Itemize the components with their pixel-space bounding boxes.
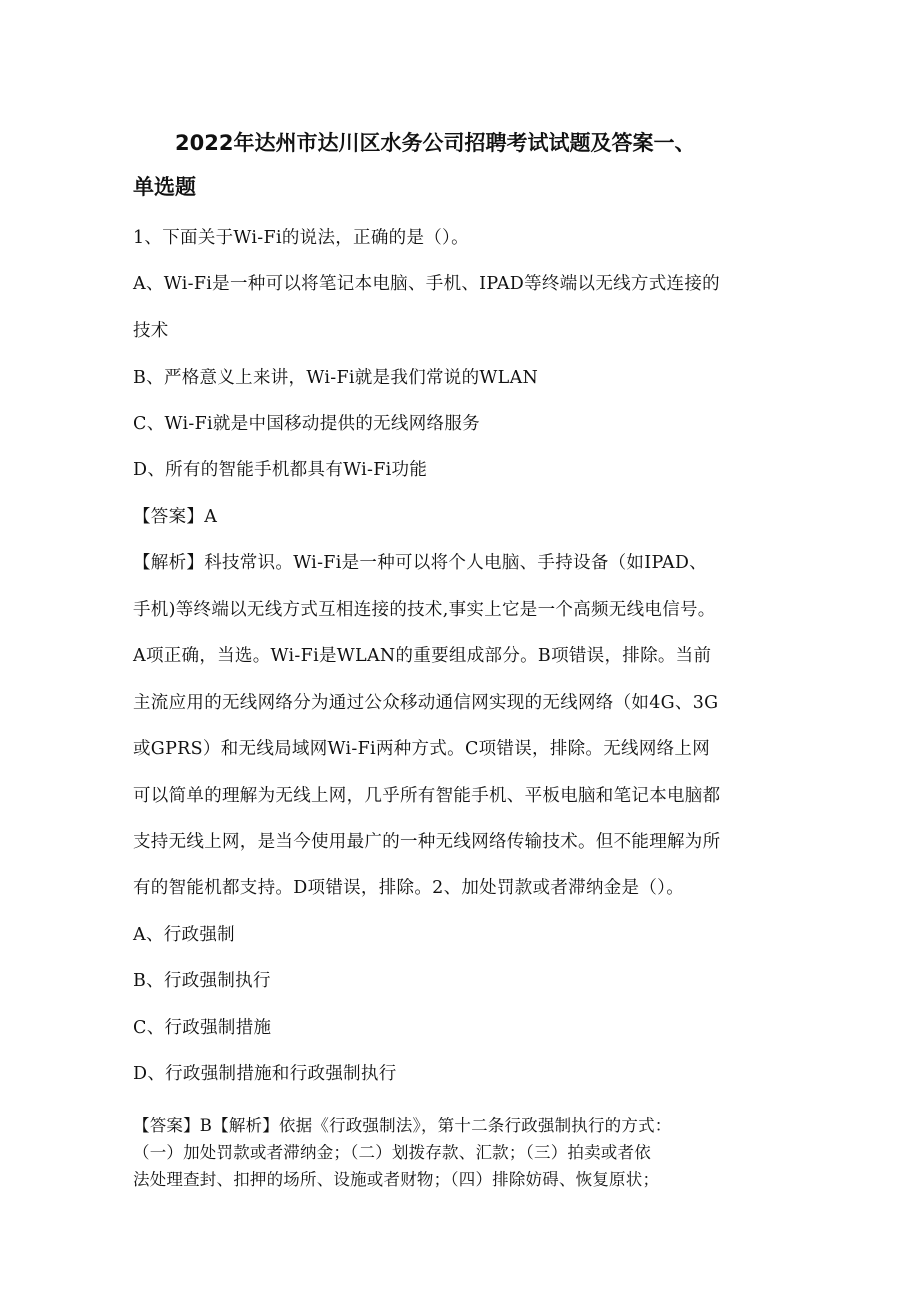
answer-2-explanation-line: （一）加处罚款或者滞纳金；（二）划拨存款、汇款；（三）拍卖或者依 <box>133 1143 651 1162</box>
answer-2-explanation-line: 【答案】B【解析】依据《行政强制法》，第十二条行政强制执行的方式： <box>133 1116 672 1135</box>
option-a-text: A、行政强制 <box>133 925 235 945</box>
explanation-1-line: 手机)等终端以无线方式互相连接的技术,事实上它是一个高频无线电信号。 <box>133 600 716 620</box>
explanation-1-line: 或GPRS）和无线局域网Wi-Fi两种方式。C项错误，排除。无线网络上网 <box>133 739 711 759</box>
option-b-text: B、严格意义上来讲，Wi-Fi就是我们常说的WLAN <box>133 368 539 388</box>
option-a-text-continued: 技术 <box>133 321 169 341</box>
option-c-text: C、Wi-Fi就是中国移动提供的无线网络服务 <box>133 414 480 434</box>
explanation-1-line: 【解析】科技常识。Wi-Fi是一种可以将个人电脑、手持设备（如IPAD、 <box>133 553 707 573</box>
option-d-text: D、行政强制措施和行政强制执行 <box>133 1064 397 1084</box>
explanation-1-line: A项正确，当选。Wi-Fi是WLAN的重要组成部分。B项错误，排除。当前 <box>133 646 712 666</box>
explanation-1-line: 支持无线上网，是当今使用最广的一种无线网络传输技术。但不能理解为所 <box>133 832 721 852</box>
option-a-text: A、Wi-Fi是一种可以将笔记本电脑、手机、IPAD等终端以无线方式连接的 <box>133 274 720 294</box>
question-1-text: 1、下面关于Wi-Fi的说法，正确的是（）。 <box>133 228 469 248</box>
answer-1: 【答案】A <box>133 507 218 527</box>
page-title: 2022年达州市达川区水务公司招聘考试试题及答案一、 <box>175 131 696 155</box>
answer-2-explanation-line: 法处理查封、扣押的场所、设施或者财物；（四）排除妨碍、恢复原状； <box>133 1170 660 1189</box>
option-b-text: B、行政强制执行 <box>133 971 271 991</box>
explanation-1-line-and-question-2: 有的智能机都支持。D项错误，排除。2、加处罚款或者滞纳金是（）。 <box>133 878 685 898</box>
option-c-text: C、行政强制措施 <box>133 1018 272 1038</box>
explanation-1-line: 可以简单的理解为无线上网，几乎所有智能手机、平板电脑和笔记本电脑都 <box>133 786 721 806</box>
explanation-1-line: 主流应用的无线网络分为通过公众移动通信网实现的无线网络（如4G、3G <box>133 693 719 713</box>
option-d-text: D、所有的智能手机都具有Wi-Fi功能 <box>133 460 428 480</box>
section-heading: 单选题 <box>133 175 196 199</box>
